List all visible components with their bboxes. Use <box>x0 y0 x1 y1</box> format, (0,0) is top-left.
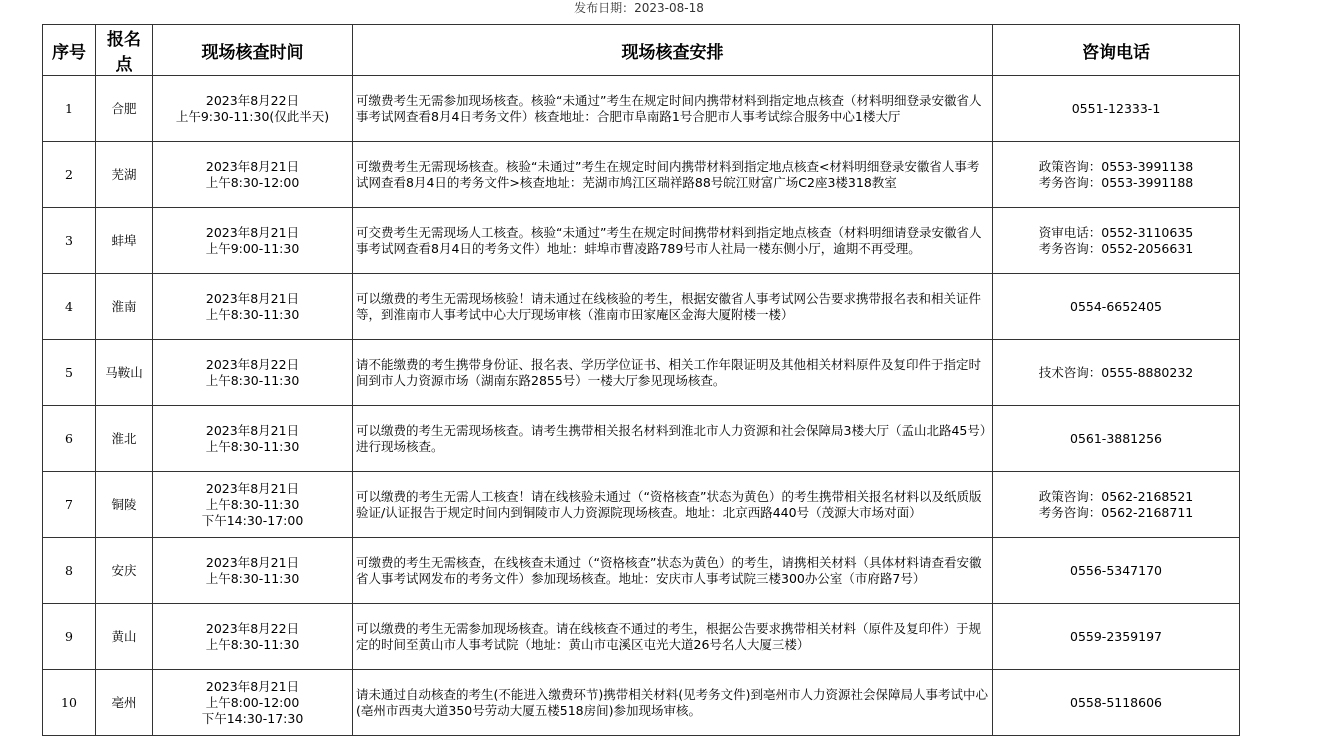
row-plan: 可缴费考生无需现场核查。核验“未通过”考生在规定时间内携带材料到指定地点核查<材料明细登录安徽省人事考试网查看8月4日的考务文件>核查地址：芜湖市鸠江区瑞祥路88号皖江财富广场C2座3楼318教室 <box>353 142 993 208</box>
row-no: 4 <box>43 274 96 340</box>
table-row <box>43 604 1240 670</box>
row-plan: 可以缴费的考生无需现场核验！请未通过在线核验的考生，根据安徽省人事考试网公告要求携带报名表和相关证件等，到淮南市人事考试中心大厅现场审核（淮南市田家庵区金海大厦附楼一楼） <box>353 274 993 340</box>
row-plan: 可交费考生无需现场人工核查。核验“未通过”考生在规定时间携带材料到指定地点核查（材料明细请登录安徽省人事考试网查看8月4日的考务文件）地址：蚌埠市曹凌路789号市人社局一楼东侧小厅，逾期不再受理。 <box>353 208 993 274</box>
row-phone <box>993 406 1240 472</box>
row-site: 蚌埠 <box>96 208 153 274</box>
phone-line: 考务咨询：0552-2056631 <box>1038 240 1194 256</box>
row-no: 3 <box>43 208 96 274</box>
phone-line: 0559-2359197 <box>1070 628 1162 644</box>
row-phone <box>993 538 1240 604</box>
row-phone <box>993 670 1240 736</box>
time-line: 上午8:00-12:00 <box>205 694 300 710</box>
phone-line: 考务咨询：0553-3991188 <box>1038 174 1194 190</box>
verification-schedule-table <box>42 24 1240 736</box>
time-line: 上午8:30-11:30 <box>205 570 300 586</box>
row-no: 7 <box>43 472 96 538</box>
row-plan: 可缴费考生无需参加现场核查。核验“未通过”考生在规定时间内携带材料到指定地点核查（材料明细登录安徽省人事考试网查看8月4日考务文件）核查地址：合肥市阜南路1号合肥市人事考试综合服务中心1楼大厅 <box>353 76 993 142</box>
phone-line: 资审电话：0552-3110635 <box>1038 224 1194 240</box>
phone-line: 0554-6652405 <box>1070 298 1162 314</box>
time-line: 上午8:30-11:30 <box>205 438 300 454</box>
time-line: 下午14:30-17:30 <box>201 710 304 726</box>
row-phone <box>993 142 1240 208</box>
row-time <box>153 406 353 472</box>
table-row <box>43 538 1240 604</box>
row-no: 5 <box>43 340 96 406</box>
row-site: 黄山 <box>96 604 153 670</box>
phone-line: 0561-3881256 <box>1070 430 1162 446</box>
row-no: 1 <box>43 76 96 142</box>
row-time <box>153 208 353 274</box>
phone-line: 技术咨询：0555-8880232 <box>1038 364 1194 380</box>
row-plan: 可以缴费的考生无需现场核查。请考生携带相关报名材料到淮北市人力资源和社会保障局3楼大厅（孟山北路45号）进行现场核查。 <box>353 406 993 472</box>
row-time <box>153 538 353 604</box>
header-site: 报名点 <box>96 25 153 76</box>
row-plan: 请不能缴费的考生携带身份证、报名表、学历学位证书、相关工作年限证明及其他相关材料原件及复印件于指定时间到市人力资源市场（湖南东路2855号）一楼大厅参见现场核查。 <box>353 340 993 406</box>
row-site: 铜陵 <box>96 472 153 538</box>
table-row <box>43 472 1240 538</box>
row-time <box>153 670 353 736</box>
row-no: 9 <box>43 604 96 670</box>
time-line: 上午8:30-11:30 <box>205 306 300 322</box>
time-line: 2023年8月21日 <box>205 554 300 570</box>
row-site: 淮南 <box>96 274 153 340</box>
time-line: 2023年8月22日 <box>205 92 300 108</box>
time-line: 上午9:30-11:30(仅此半天) <box>175 108 330 124</box>
row-time <box>153 76 353 142</box>
table-row <box>43 340 1240 406</box>
table-row <box>43 76 1240 142</box>
row-time <box>153 340 353 406</box>
phone-line: 考务咨询：0562-2168711 <box>1038 504 1194 520</box>
header-plan: 现场核查安排 <box>353 25 993 76</box>
row-site: 合肥 <box>96 76 153 142</box>
phone-line: 政策咨询：0553-3991138 <box>1038 158 1194 174</box>
row-site: 马鞍山 <box>96 340 153 406</box>
row-time <box>153 472 353 538</box>
time-line: 2023年8月21日 <box>205 678 300 694</box>
row-time <box>153 142 353 208</box>
phone-line: 0551-12333-1 <box>1071 100 1161 116</box>
time-line: 2023年8月21日 <box>205 158 300 174</box>
phone-line: 0556-5347170 <box>1070 562 1162 578</box>
phone-line: 0558-5118606 <box>1070 694 1162 710</box>
row-no: 10 <box>43 670 96 736</box>
time-line: 上午8:30-11:30 <box>205 372 300 388</box>
time-line: 下午14:30-17:00 <box>201 512 304 528</box>
publish-date: 发布日期：2023-08-18 <box>574 1 704 15</box>
row-phone <box>993 274 1240 340</box>
time-line: 2023年8月21日 <box>205 422 300 438</box>
header-phone: 咨询电话 <box>993 25 1240 76</box>
row-site: 亳州 <box>96 670 153 736</box>
row-phone <box>993 340 1240 406</box>
row-time <box>153 604 353 670</box>
row-no: 6 <box>43 406 96 472</box>
row-phone <box>993 76 1240 142</box>
phone-line: 政策咨询：0562-2168521 <box>1038 488 1194 504</box>
table-row <box>43 208 1240 274</box>
table-row <box>43 406 1240 472</box>
row-no: 2 <box>43 142 96 208</box>
row-site: 淮北 <box>96 406 153 472</box>
row-site: 安庆 <box>96 538 153 604</box>
time-line: 2023年8月21日 <box>205 224 300 240</box>
time-line: 上午8:30-11:30 <box>205 496 300 512</box>
row-phone <box>993 208 1240 274</box>
header-time: 现场核查时间 <box>153 25 353 76</box>
row-phone <box>993 604 1240 670</box>
row-phone <box>993 472 1240 538</box>
time-line: 2023年8月21日 <box>205 290 300 306</box>
row-plan: 可以缴费的考生无需参加现场核查。请在线核查不通过的考生，根据公告要求携带相关材料（原件及复印件）于规定的时间至黄山市人事考试院（地址：黄山市屯溪区屯光大道26号名人大厦三楼） <box>353 604 993 670</box>
row-site: 芜湖 <box>96 142 153 208</box>
time-line: 上午8:30-12:00 <box>205 174 300 190</box>
time-line: 上午8:30-11:30 <box>205 636 300 652</box>
table-row <box>43 142 1240 208</box>
table-row <box>43 670 1240 736</box>
table-row <box>43 274 1240 340</box>
time-line: 2023年8月22日 <box>205 620 300 636</box>
table-header-row <box>43 25 1240 76</box>
time-line: 2023年8月22日 <box>205 356 300 372</box>
row-time <box>153 274 353 340</box>
time-line: 上午9:00-11:30 <box>205 240 300 256</box>
time-line: 2023年8月21日 <box>205 480 300 496</box>
row-plan: 可缴费的考生无需核查，在线核查未通过（“资格核查”状态为黄色）的考生，请携相关材料（具体材料请查看安徽省人事考试网发布的考务文件）参加现场核查。地址：安庆市人事考试院三楼300办公室（市府路7号） <box>353 538 993 604</box>
header-no: 序号 <box>43 25 96 76</box>
row-plan: 请未通过自动核查的考生(不能进入缴费环节)携带相关材料(见考务文件)到亳州市人力资源社会保障局人事考试中心(亳州市西夷大道350号劳动大厦五楼518房间)参加现场审核。 <box>353 670 993 736</box>
row-no: 8 <box>43 538 96 604</box>
row-plan: 可以缴费的考生无需人工核查！请在线核验未通过（“资格核查”状态为黄色）的考生携带相关报名材料以及纸质版验证/认证报告于规定时间内到铜陵市人力资源院现场核查。地址：北京西路440号（茂源大市场对面） <box>353 472 993 538</box>
